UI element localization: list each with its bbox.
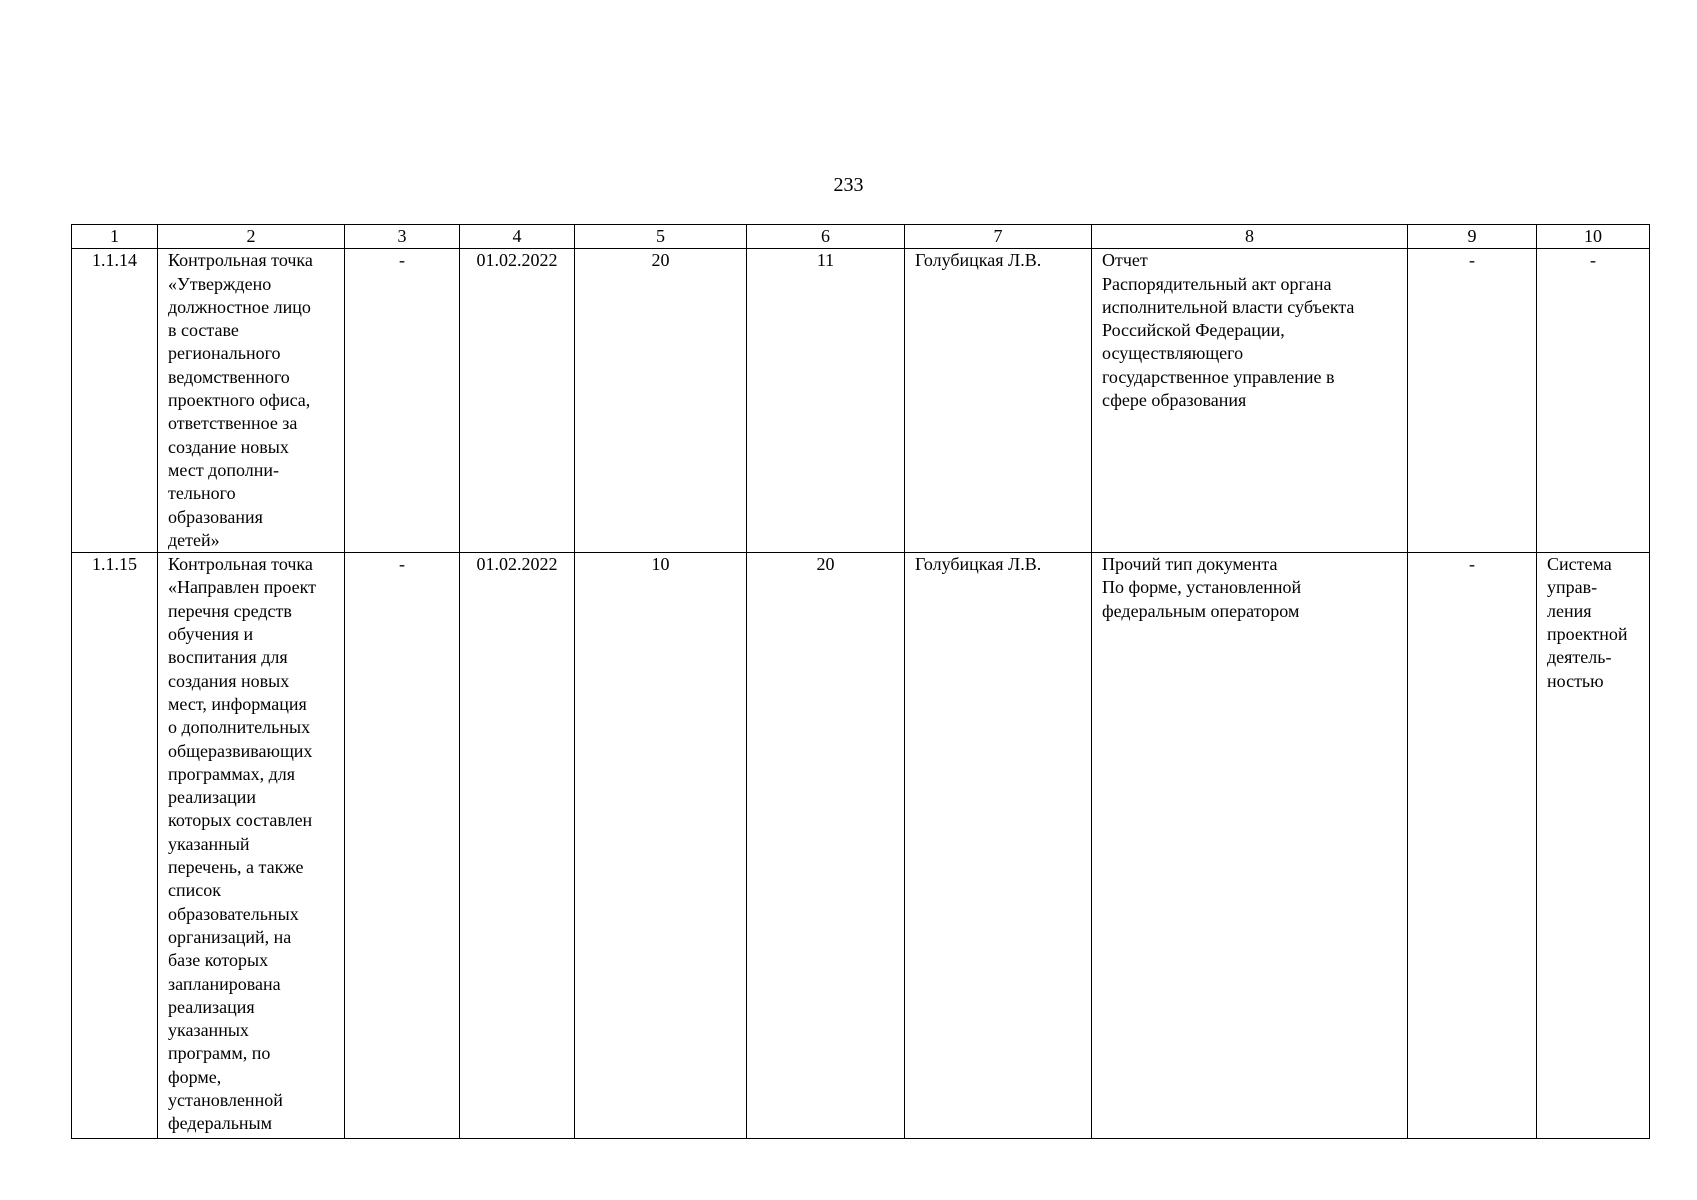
checkpoint-name: Контрольная точка «Направлен проект перечня средств обучения и воспитания для создания новых мест, информация о дополнительных общеразвивающих программах, для реализации которых составлен указанный перечень, а также список образовательных организаций, на базе которых запланирована реализация указанных программ, по форме, установленной федеральным: [158, 553, 345, 1139]
column-header: 1: [72, 225, 158, 249]
table-row: [72, 249, 1650, 553]
column-header: 8: [1092, 225, 1408, 249]
column-3-value: -: [345, 553, 460, 1139]
information-system: Система управ- ления проектной деятель- ностью: [1537, 553, 1650, 1139]
column-header: 2: [158, 225, 345, 249]
column-5-value: 20: [575, 249, 747, 553]
column-header: 10: [1537, 225, 1650, 249]
column-9-value: -: [1408, 249, 1537, 553]
column-6-value: 20: [747, 553, 905, 1139]
page-number: 233: [833, 174, 864, 196]
column-6-value: 11: [747, 249, 905, 553]
column-header: 5: [575, 225, 747, 249]
column-header: 4: [460, 225, 575, 249]
responsible-person: Голубицкая Л.В.: [905, 249, 1092, 553]
checkpoint-name: Контрольная точка «Утверждено должностное лицо в составе регионального ведомственного проектного офиса, ответственное за создание новых мест дополни- тельного образования детей»: [158, 249, 345, 553]
column-header: 9: [1408, 225, 1537, 249]
table-row: [72, 553, 1650, 1139]
information-system: -: [1537, 249, 1650, 553]
document-type: Отчет Распорядительный акт органа исполнительной власти субъекта Российской Федерации, осуществляющего государственное управление в сфере образования: [1092, 249, 1408, 553]
column-3-value: -: [345, 249, 460, 553]
column-9-value: -: [1408, 553, 1537, 1139]
schedule-table: [71, 224, 1650, 1139]
column-header: 3: [345, 225, 460, 249]
table-header-row: [72, 225, 1650, 249]
date-value: 01.02.2022: [460, 553, 575, 1139]
row-number: 1.1.15: [72, 553, 158, 1139]
column-header: 6: [747, 225, 905, 249]
column-5-value: 10: [575, 553, 747, 1139]
column-header: 7: [905, 225, 1092, 249]
date-value: 01.02.2022: [460, 249, 575, 553]
responsible-person: Голубицкая Л.В.: [905, 553, 1092, 1139]
row-number: 1.1.14: [72, 249, 158, 553]
document-type: Прочий тип документа По форме, установленной федеральным оператором: [1092, 553, 1408, 1139]
